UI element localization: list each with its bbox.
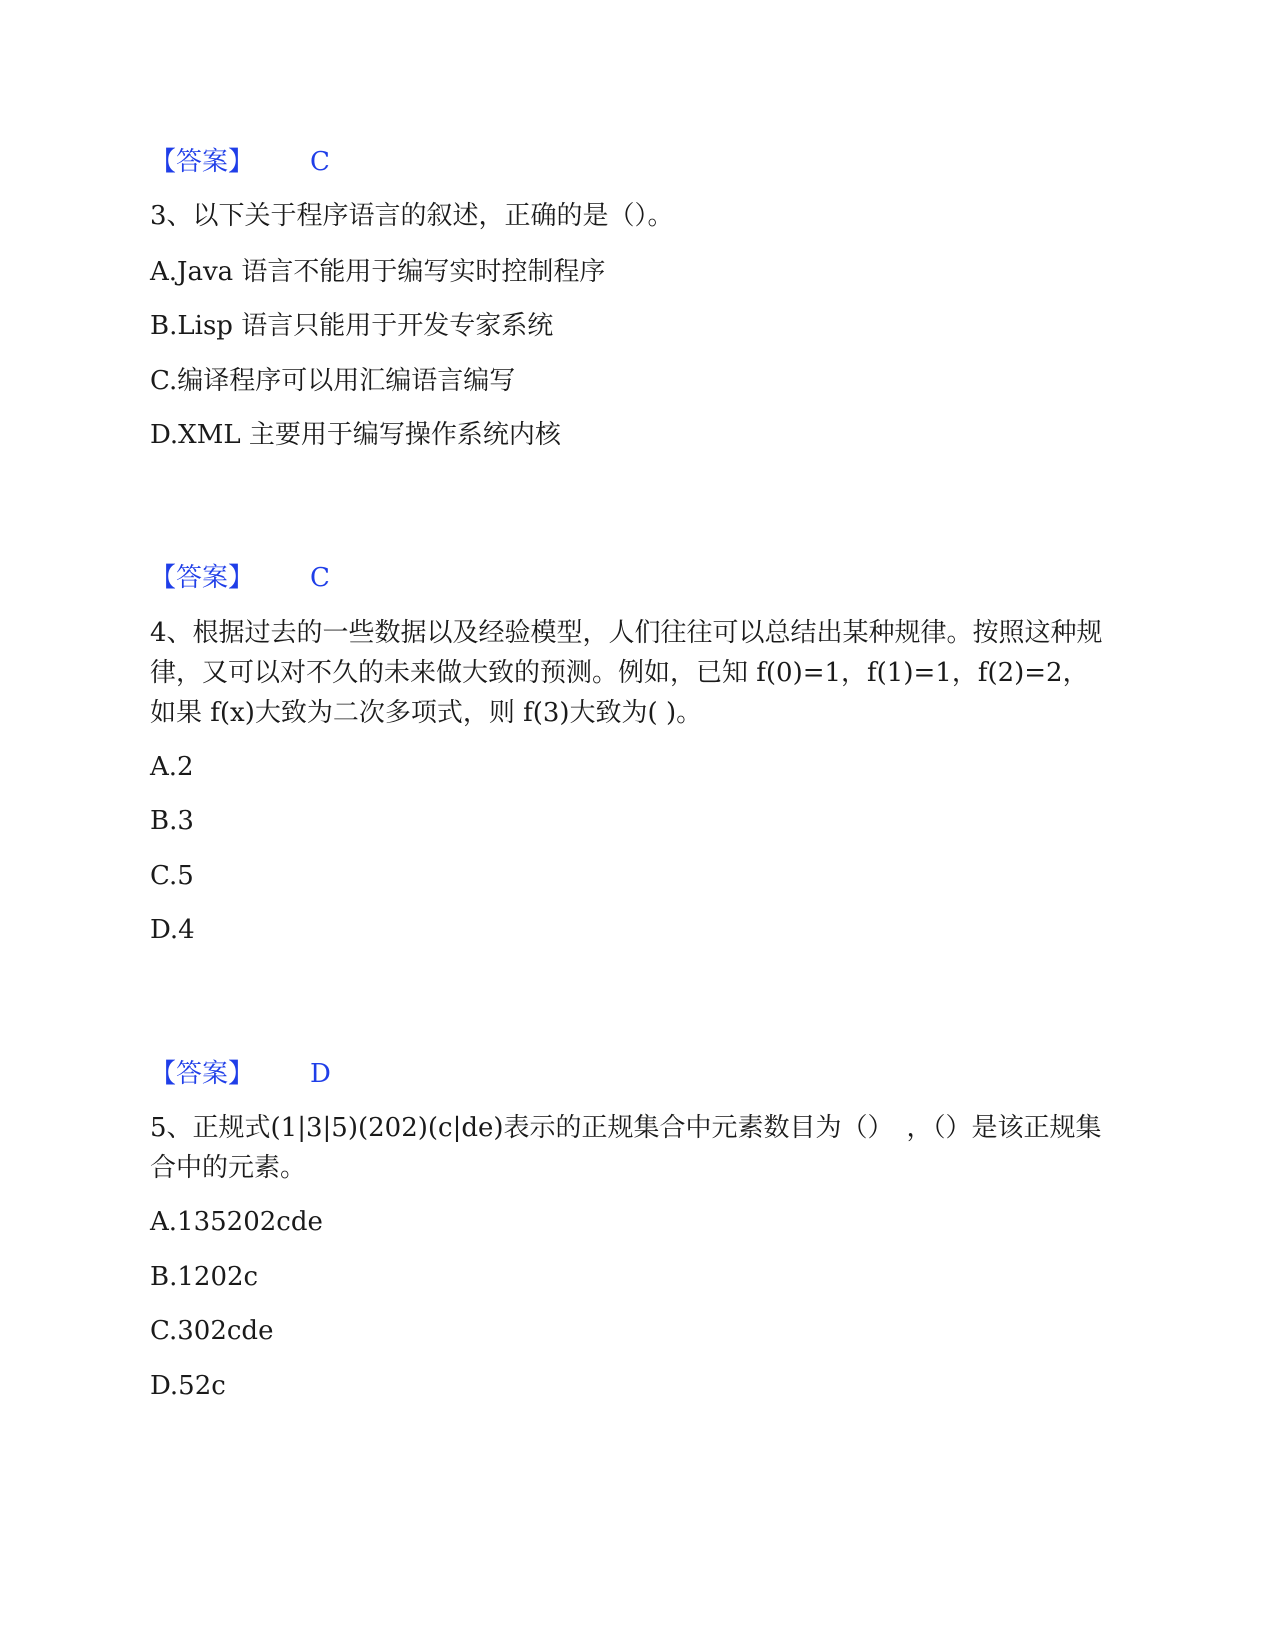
option-d: D.52c xyxy=(150,1371,226,1401)
option-b: B.1202c xyxy=(150,1262,259,1292)
answer-value: D xyxy=(310,1059,331,1089)
option-d: D.XML 主要用于编写操作系统内核 xyxy=(150,420,561,450)
option-c: C.302cde xyxy=(150,1316,274,1346)
option-c: C.5 xyxy=(150,861,194,891)
option-b: B.3 xyxy=(150,806,194,836)
option-a: A.Java 语言不能用于编写实时控制程序 xyxy=(150,257,606,287)
option-a: A.135202cde xyxy=(150,1207,323,1237)
option-a: A.2 xyxy=(150,752,194,782)
question-text: 4、根据过去的一些数据以及经验模型，人们往往可以总结出某种规律。按照这种规律，又可以对不久的未来做大致的预测。例如，已知 f(0)=1，f(1)=1，f(2)=2，如果 f(x)大致为二次多项式，则 f(3)大致为( )。 xyxy=(150,618,1103,728)
question-text: 5、正规式(1|3|5)(202)(c|de)表示的正规集合中元素数目为（） ，（）是该正规集合中的元素。 xyxy=(150,1113,1102,1183)
answer-label: 【答案】 xyxy=(150,1059,255,1089)
option-c: C.编译程序可以用汇编语言编写 xyxy=(150,366,516,396)
option-d: D.4 xyxy=(150,915,195,945)
answer-label: 【答案】 xyxy=(150,563,255,593)
answer-label: 【答案】 xyxy=(150,147,255,177)
option-b: B.Lisp 语言只能用于开发专家系统 xyxy=(150,311,554,341)
answer-line xyxy=(150,561,330,595)
question-text: 3、以下关于程序语言的叙述，正确的是（）。 xyxy=(150,201,674,231)
answer-value: C xyxy=(310,147,330,177)
answer-line xyxy=(150,145,330,179)
answer-value: C xyxy=(310,563,330,593)
answer-line xyxy=(150,1057,331,1091)
